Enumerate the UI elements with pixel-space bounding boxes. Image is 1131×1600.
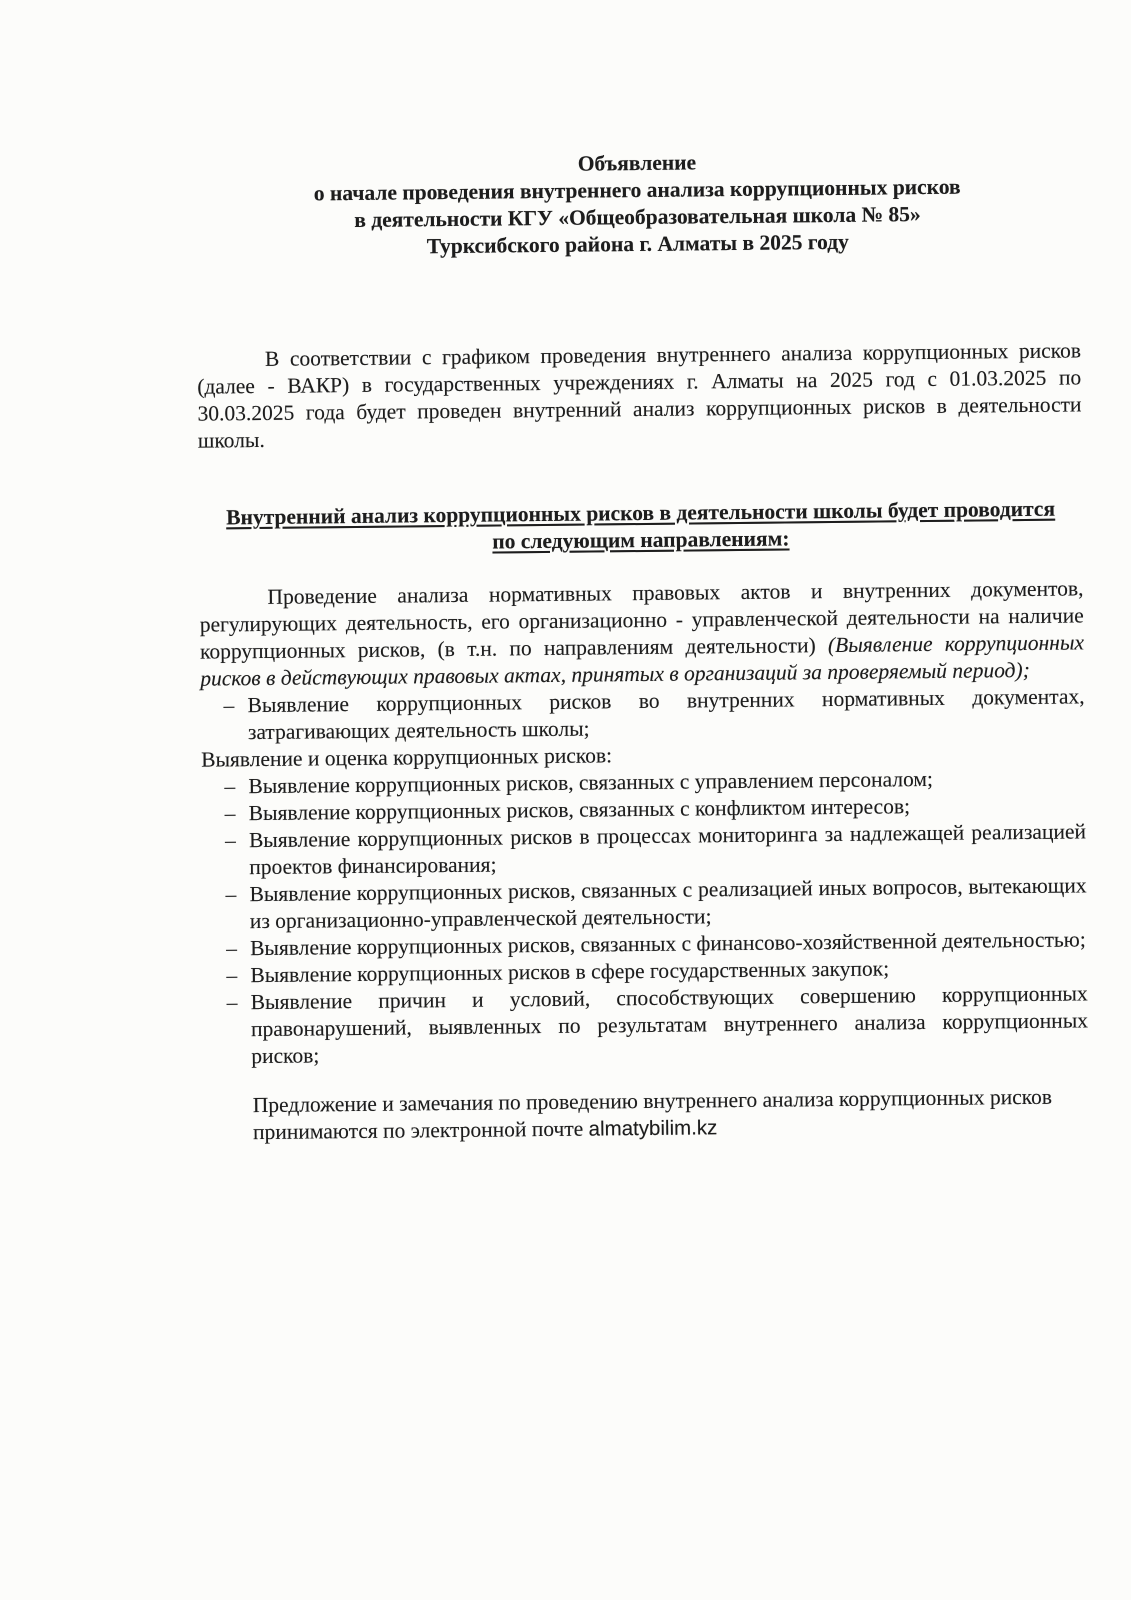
document-content xyxy=(195,145,1089,1146)
list-subheading-text: Выявление и оценка коррупционных рисков: xyxy=(201,743,613,772)
list-item-dash: – xyxy=(224,801,236,826)
title-line-4: Турксибского района г. Алматы в 2025 году xyxy=(426,229,849,259)
list-item-text: Выявление причин и условий, способствующих совершению коррупционных правонарушений, выявленных по результатам внутреннего анализа коррупционных рисков; xyxy=(250,981,1089,1069)
list-item-text: Выявление коррупционных рисков, связанных с управлением персоналом; xyxy=(248,766,934,799)
list-item-text: Выявление коррупционных рисков, связанных с финансово-хозяйственной деятельностью; xyxy=(250,927,1086,961)
list-item-dash: – xyxy=(224,828,236,853)
list-item-text: Выявление коррупционных рисков, связанных с реализацией иных вопросов, вытекающих из организационно-управленческой деятельности; xyxy=(249,873,1087,934)
list-item-dash: – xyxy=(226,990,238,1015)
title-line-2: о начале проведения внутреннего анализа коррупционных рисков xyxy=(313,174,961,206)
section-heading-line-1: Внутренний анализ коррупционных рисков в деятельности школы будет проводится xyxy=(226,496,1056,530)
title-line-1: Объявление xyxy=(577,150,697,176)
list-item-dash: – xyxy=(225,882,237,907)
list-item-dash: – xyxy=(226,963,238,988)
document-title xyxy=(195,145,1080,262)
closing-text: Предложение и замечания по проведению внутреннего анализа коррупционных рисков принимаются по электронной почте xyxy=(252,1084,1053,1145)
list-item-dash: – xyxy=(223,693,235,718)
directions-italic-text: (Выявление коррупционных рисков в действующих правовых актах, принятых в организаций за проверяемый период); xyxy=(200,630,1085,691)
title-line-3: в деятельности КГУ «Общеобразовательная школа № 85» xyxy=(354,202,921,232)
list-item-dash: – xyxy=(226,936,238,961)
section-heading xyxy=(198,495,1083,558)
directions-paragraph xyxy=(199,575,1084,692)
section-heading-line-2: по следующим направлениям: xyxy=(492,526,790,554)
list-item xyxy=(202,818,1087,881)
list-item-dash: – xyxy=(224,774,236,799)
closing-paragraph xyxy=(205,1084,1054,1147)
list-item xyxy=(200,683,1085,746)
list-item-text: Выявление коррупционных рисков в сфере государственных закупок; xyxy=(250,956,890,988)
directions-list xyxy=(200,683,1088,1070)
list-item xyxy=(202,872,1087,935)
list-item-text: Выявление коррупционных рисков, связанных с конфликтом интересов; xyxy=(248,794,911,826)
list-item-text: Выявление коррупционных рисков в процессах мониторинга за надлежащей реализацией проектов финансирования; xyxy=(248,819,1087,880)
list-item xyxy=(204,980,1089,1070)
list-item-text: Выявление коррупционных рисков во внутренних нормативных документах, затрагивающих деятельность школы; xyxy=(247,684,1085,745)
directions-regular-text: Проведение анализа нормативных правовых актов и внутренних документов, регулирующих деятельность, его организационно - управленческой деятельности на наличие коррупционных рисков, (в т.н. по направлениям деятельности) xyxy=(199,576,1084,664)
email-text: almatybilim.kz xyxy=(588,1116,718,1141)
intro-paragraph: В соответствии с графиком проведения внутреннего анализа коррупционных рисков (далее - ВАКР) в государственных учреждениях г. Алматы на 2025 год с 01.03.2025 по 30.03.2025 года будет проведен внутренний анализ коррупционных рисков в деятельности школы. xyxy=(197,338,1082,453)
